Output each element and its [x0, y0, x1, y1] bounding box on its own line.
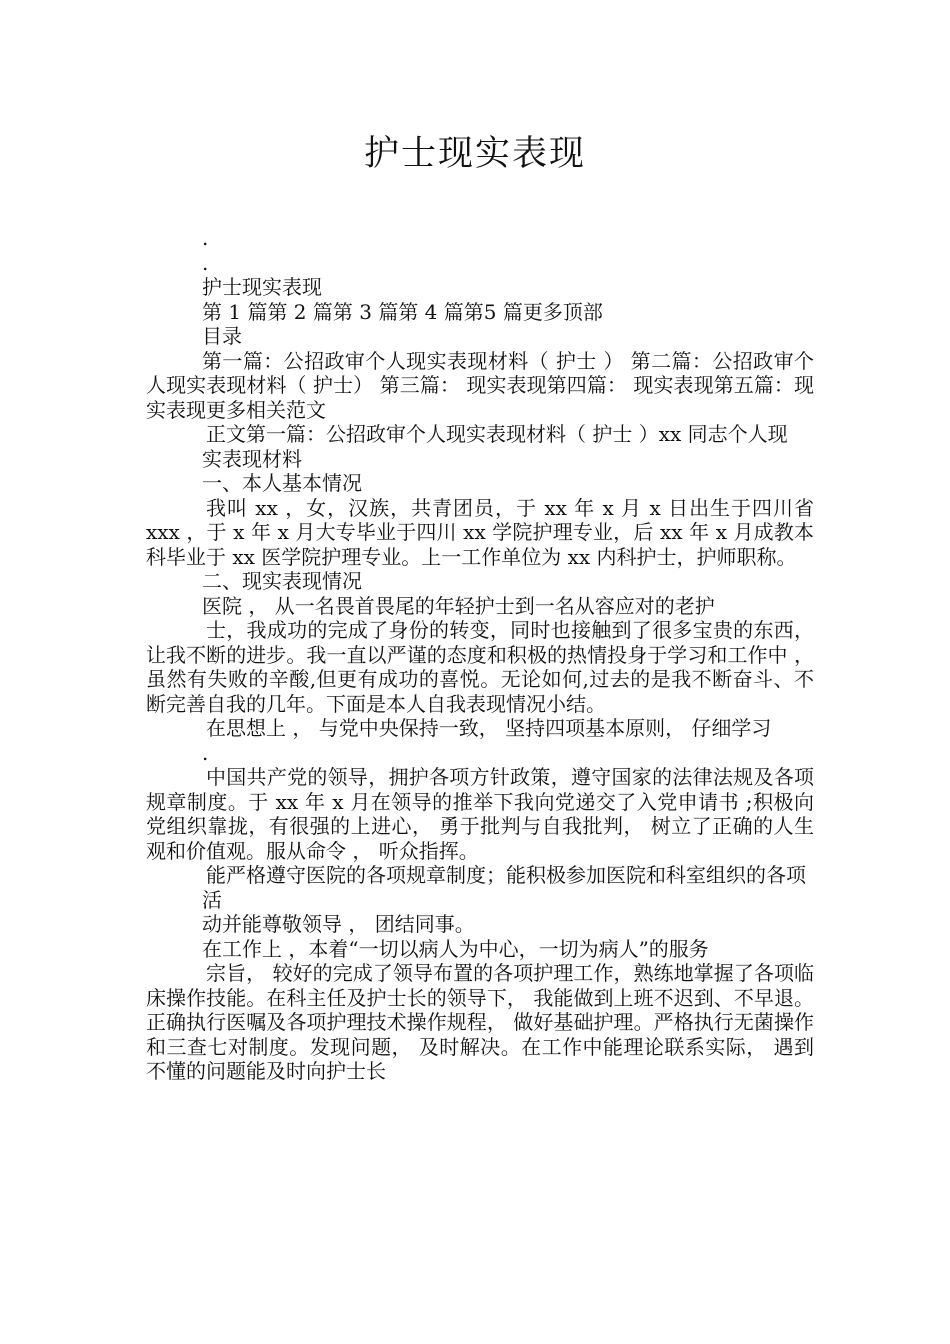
dot-marker: .	[202, 226, 209, 250]
document-title: 护士现实表现	[363, 134, 586, 174]
paragraph-party: 中国共产党的领导，拥护各项方针政策，遵守国家的法律法规及各项规章制度。于 xx 年 x 月在领导的推举下我向党递交了入党申请书 ;积极向党组织靠拢，有很强的上进心， 勇于批判与自我批判， 树立了正确的人生观和价值观。服从命令 ， 听众指挥。	[146, 765, 814, 863]
dot-marker: .	[202, 250, 209, 275]
main-text-cont: 实表现材料	[202, 446, 302, 471]
document-body	[146, 226, 814, 1084]
section-heading-2: 二、现实表现情况	[202, 569, 362, 593]
paragraph-respect: 动并能尊敬领导 ， 团结同事。	[202, 912, 475, 936]
paragraph-hospital: 医院 ， 从一名畏首畏尾的年轻护士到一名从容应对的老护	[202, 593, 715, 618]
body-heading: 护士现实表现	[202, 275, 322, 299]
chapter-nav: 第 1 篇第 2 篇第 3 篇第 4 篇第5 篇更多顶部	[202, 299, 603, 324]
main-text-start: 正文第一篇：公招政审个人现实表现材料（ 护士 ）xx 同志个人现	[206, 422, 788, 446]
paragraph-work: 在工作上 ，本着“一切以病人为中心，一切为病人”的服务	[202, 936, 709, 961]
toc-label: 目录	[202, 324, 242, 348]
paragraph-rules: 能严格遵守医院的各项规章制度；能积极参加医院和科室组织的各项	[206, 863, 806, 887]
paragraph-activities: 活	[202, 887, 222, 912]
paragraph-growth: 士，我成功的完成了身份的转变，同时也接触到了很多宝贵的东西， 让我不断的进步。我一直以严谨的态度和积极的热情投身于学习和工作中 ， 虽然有失败的辛酸,但更有成功的喜悦。无论如何,过去的是我不断奋斗、不断完善自我的几年。下面是本人自我表现情况小结。	[146, 618, 814, 716]
dot-marker: .	[202, 740, 209, 765]
paragraph-basic-info: 我叫 xx ，女，汉族，共青团员，于 xx 年 x 月 x 日出生于四川省 xxx ，于 x 年 x 月大专毕业于四川 xx 学院护理专业，后 xx 年 x 月成教本科毕业于 xx 医学院护理专业。上一工作单位为 xx 内科护士，护师职称。	[146, 495, 814, 569]
paragraph-thought: 在思想上 ， 与党中央保持一致， 坚持四项基本原则， 仔细学习	[206, 716, 772, 740]
toc-paragraph: 第一篇：公招政审个人现实表现材料（ 护士 ） 第二篇：公招政审个人现实表现材料（ 护士） 第三篇： 现实表现第四篇： 现实表现第五篇：现实表现更多相关范文	[146, 348, 814, 422]
section-heading-1: 一、本人基本情况	[202, 471, 362, 495]
paragraph-tenet: 宗旨， 较好的完成了领导布置的各项护理工作，熟练地掌握了各项临床操作技能。在科主任及护士长的领导下， 我能做到上班不迟到、不早退。正确执行医嘱及各项护理技术操作规程， 做好基础护理。严格执行无菌操作和三查七对制度。发现问题， 及时解决。在工作中能理论联系实际， 遇到不懂的问题能及时向护士长	[146, 961, 814, 1083]
